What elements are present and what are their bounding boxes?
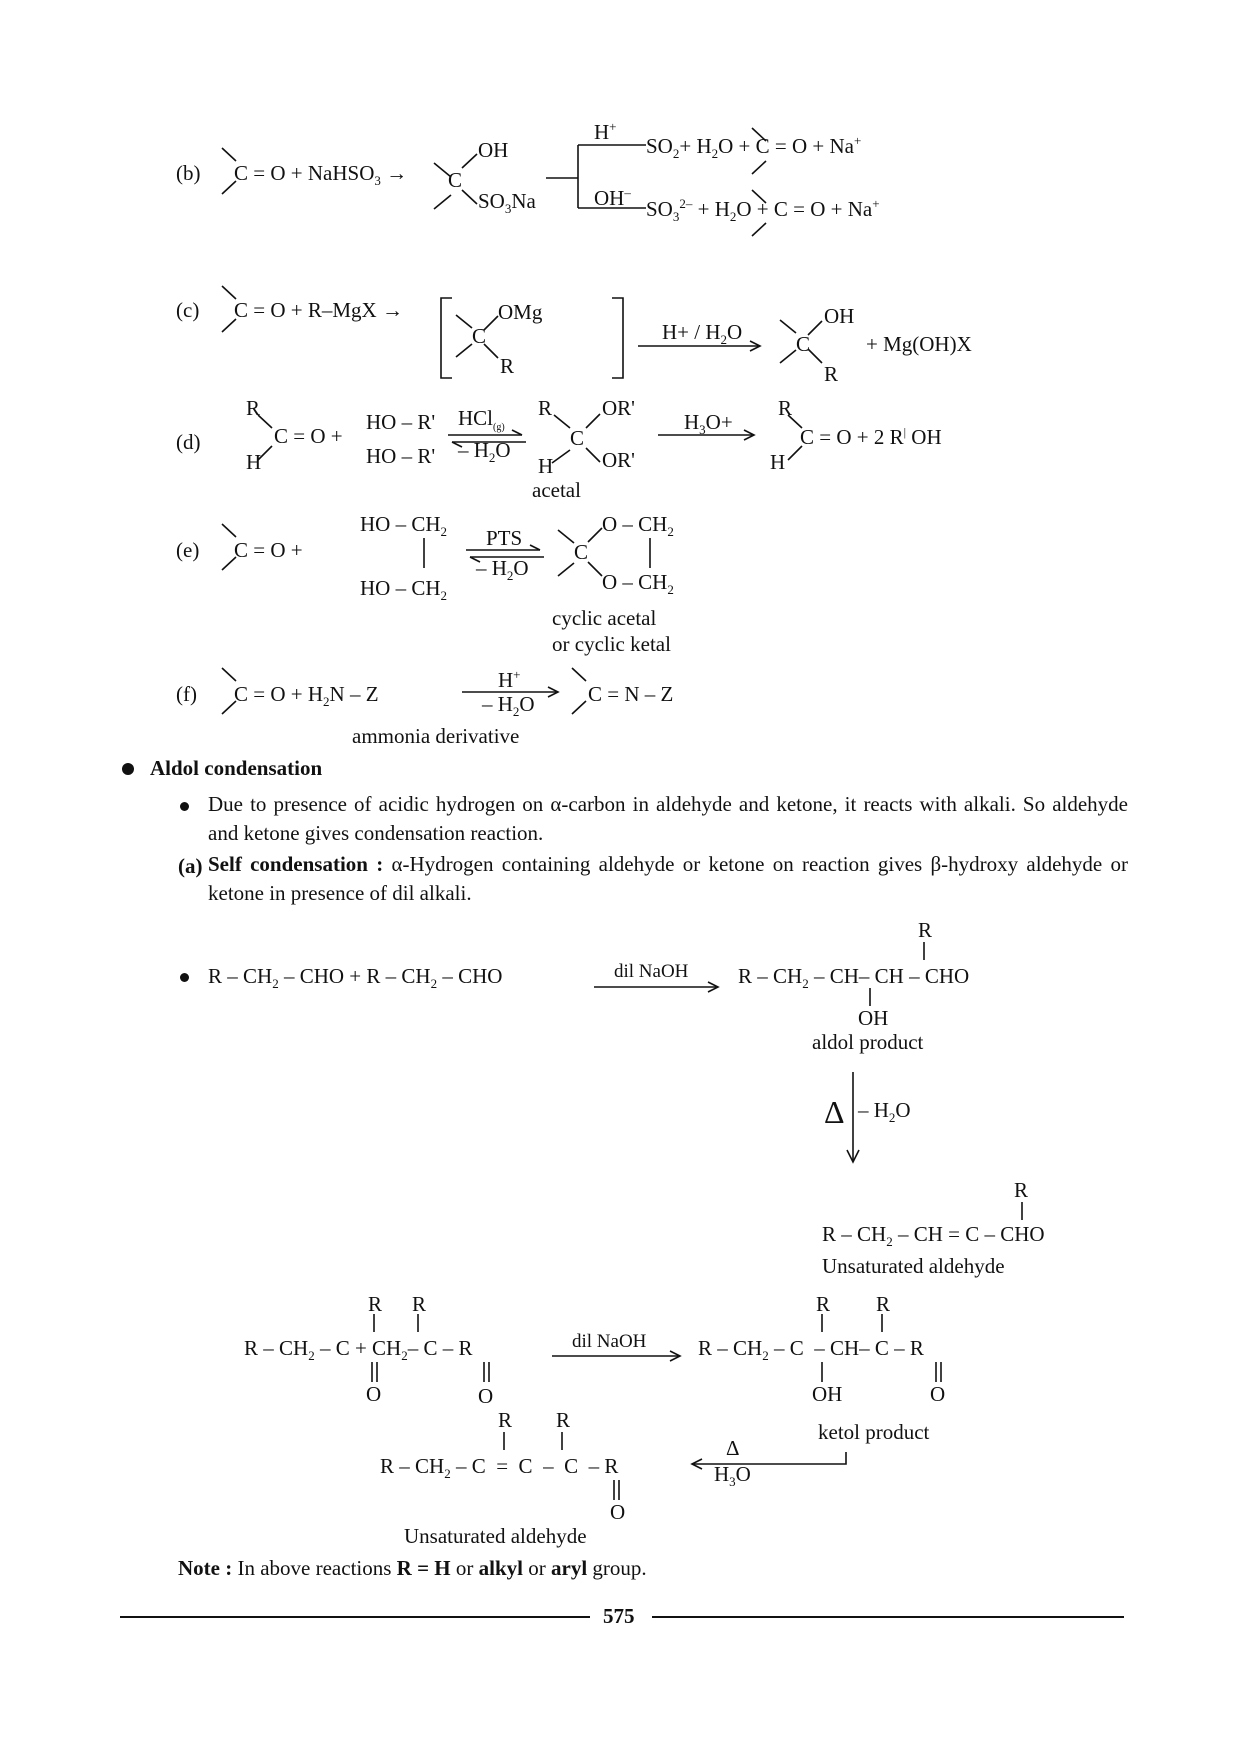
- page-number: 575: [603, 1604, 635, 1628]
- oh-group: OH: [812, 1382, 843, 1406]
- eq2-product: R – $CH_2$ – C – CH– C – R: [698, 1336, 924, 1364]
- eq1-product: R – $CH_2 - CH-$ CH – CHO: [738, 964, 970, 992]
- r-group: R: [824, 362, 839, 386]
- cyclic-acetal-label: cyclic acetal: [552, 606, 657, 630]
- alcohol-1: HO – R': [366, 410, 436, 434]
- r-group: R: [412, 1292, 427, 1316]
- condition-bottom: – $H_2O$: [482, 692, 535, 720]
- r-group: R: [538, 396, 553, 420]
- branch2-products: $SO_3^{2-} + H_2O + C = O + Na^+$: [646, 196, 880, 225]
- oh-group: OH: [858, 1006, 889, 1030]
- aldol-product-label: aldol product: [812, 1030, 924, 1054]
- note: Note : In above reactions R = H or alkyl or aryl group.: [178, 1556, 647, 1580]
- lhs: $C = O + H_2N - Z$: [234, 682, 379, 710]
- eq3-product: $R - CH_2 - C = C - C - R$: [380, 1454, 619, 1482]
- lhs: C = O +: [234, 538, 303, 562]
- eq1-condition: dil NaOH: [614, 961, 689, 982]
- o-atom: O: [610, 1500, 626, 1524]
- r-group: R: [816, 1292, 831, 1316]
- cyclic-ketal-label: or cyclic ketal: [552, 632, 671, 656]
- aldol-point-1: Due to presence of acidic hydrogen on α-carbon in aldehyde and ketone, it reacts with alkali. So aldehyde and ketone gives condensation reaction.: [208, 792, 1128, 845]
- eq1-reactants: R – $CH_2$ – CHO + R – $CH_2$ – CHO: [208, 964, 503, 992]
- carbon: C: [472, 324, 487, 348]
- reaction-label: (e): [176, 538, 200, 562]
- o-atom: O: [930, 1382, 946, 1406]
- or-group-2: OR': [602, 448, 635, 472]
- or-group-1: OR': [602, 396, 635, 420]
- oh-group: OH: [478, 138, 509, 162]
- side-product: + Mg(OH)X: [866, 332, 972, 356]
- point-label: (a): [178, 854, 203, 878]
- eq3-condition-bottom: $H_3O$: [714, 1462, 751, 1490]
- reaction-label: (f): [176, 682, 197, 706]
- unsaturated-aldehyde-label: Unsaturated aldehyde: [404, 1524, 587, 1548]
- glycol-top: HO – $CH_2$: [360, 512, 448, 540]
- omg-group: OMg: [498, 300, 543, 324]
- o-atom: O: [366, 1382, 382, 1406]
- unsaturated-aldehyde-label: Unsaturated aldehyde: [822, 1254, 1005, 1278]
- h-atom: H: [538, 454, 554, 478]
- condition-bottom: – $H_2O$: [476, 556, 529, 584]
- ring-top: O – $CH_2$: [602, 512, 674, 540]
- carbon: C: [574, 540, 589, 564]
- ammonia-derivative-label: ammonia derivative: [352, 724, 520, 748]
- h-atom: H: [770, 450, 786, 474]
- condition-top: H+: [498, 667, 521, 692]
- condition-top: HCl$_{(g)}$: [458, 406, 505, 434]
- reaction-label: (b): [176, 161, 201, 185]
- r-group: R: [918, 918, 933, 942]
- r-group: R: [556, 1408, 571, 1432]
- ring-bottom: O – $CH_2$: [602, 570, 674, 598]
- branch1-condition: H+: [594, 119, 617, 144]
- eq2-condition: dil NaOH: [572, 1331, 647, 1352]
- reaction-label: (c): [176, 298, 200, 322]
- carbon: C: [570, 426, 585, 450]
- o-atom: O: [478, 1384, 494, 1408]
- r-group: R: [498, 1408, 513, 1432]
- eq2-reactants: $R - CH_2 - C + CH_2-$ C – R: [244, 1336, 473, 1364]
- section-heading: Aldol condensation: [150, 756, 323, 780]
- oh-group: OH: [824, 304, 855, 328]
- ketol-product-label: ketol product: [818, 1420, 930, 1444]
- condition: $H_3O+$: [684, 410, 733, 438]
- r-group: R: [1014, 1178, 1029, 1202]
- r-group: R: [778, 396, 793, 420]
- carbon: C: [448, 168, 463, 192]
- product: C = O + 2 R| OH: [800, 425, 942, 449]
- condition: $H+ / H_2O$: [662, 320, 743, 348]
- acetal-label: acetal: [532, 478, 581, 502]
- carbon: C: [796, 332, 811, 356]
- branch1-products: $SO_2+ H_2O + C = O + Na^+$: [646, 133, 862, 162]
- condition-bottom: – $H_2O$: [458, 438, 511, 466]
- product: C = N – Z: [588, 682, 674, 706]
- unsaturated-aldehyde: R – $CH_2$ – CH = C – CHO: [822, 1222, 1045, 1250]
- r-group: R: [368, 1292, 383, 1316]
- branch2-condition: OH–: [594, 185, 631, 210]
- lhs: C = O +: [274, 424, 343, 448]
- r-group: R: [500, 354, 515, 378]
- so3na-group: $SO_3Na$: [478, 189, 536, 217]
- heat-symbol: Δ: [824, 1094, 845, 1130]
- reaction-label: (d): [176, 430, 201, 454]
- r-group: R: [876, 1292, 891, 1316]
- eq3-condition-top: Δ: [726, 1436, 740, 1460]
- footer-rule-right: [652, 1616, 1124, 1618]
- glycol-bottom: HO – $CH_2$: [360, 576, 448, 604]
- h-atom: H: [246, 450, 262, 474]
- lhs: C = O + R–MgX →: [234, 298, 403, 322]
- lhs: C = O + NaHSO$_3$ →: [234, 161, 408, 189]
- condition-top: PTS: [486, 526, 523, 550]
- aldol-point-2: Self condensation : α-Hydrogen containing aldehyde or ketone on reaction gives β-hydroxy aldehyde or ketone in presence of dil alkali.: [208, 852, 1128, 905]
- alcohol-2: HO – R': [366, 444, 436, 468]
- footer-rule-left: [120, 1616, 590, 1618]
- heat-condition: – $H_2O$: [858, 1098, 911, 1126]
- r-group: R: [246, 396, 261, 420]
